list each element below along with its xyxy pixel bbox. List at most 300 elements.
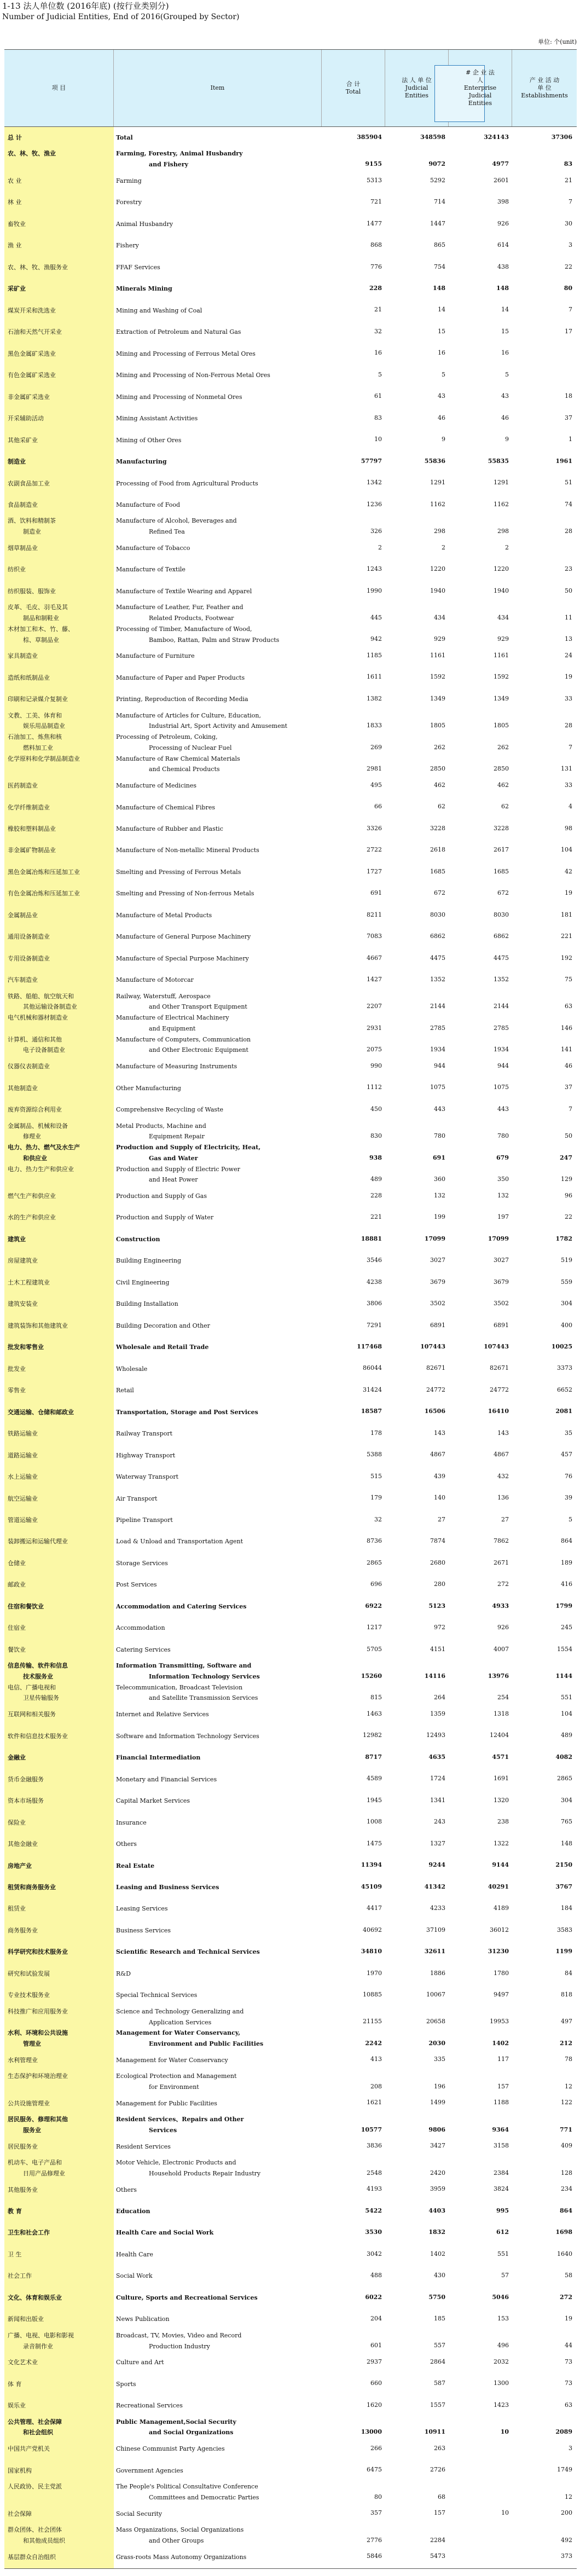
judicial-cell: 82671 xyxy=(426,1364,445,1372)
judicial-cell: 32611 xyxy=(424,1948,445,1955)
item-en-cell xyxy=(114,1423,322,1444)
item-en-cell xyxy=(114,1747,322,1768)
item-cn-text: 基层群众自治组织 xyxy=(8,2553,56,2561)
enterprise-cell: 9 xyxy=(505,436,509,443)
total-cell: 660 xyxy=(370,2380,382,2387)
item-cn-cell xyxy=(4,754,114,775)
total-cell: 2722 xyxy=(367,846,382,854)
table-row xyxy=(4,775,577,796)
item-en-text: Processing of Petroleum, Coking, xyxy=(116,733,218,741)
item-en-cell xyxy=(114,148,322,170)
item-en-text: Smelting and Pressing of Ferrous Metals xyxy=(116,868,241,876)
enterprise-cell: 432 xyxy=(497,1472,509,1480)
establishment-cell: 146 xyxy=(561,1024,572,1032)
total-cell: 18587 xyxy=(361,1408,382,1415)
item-cn-cell xyxy=(4,1402,114,1423)
total-cell: 357 xyxy=(370,2509,382,2517)
item-en-cell xyxy=(114,2460,322,2481)
item-cn-cell xyxy=(4,1012,114,1034)
item-en-text: Comprehensive Recycling of Waste xyxy=(116,1106,224,1114)
total-cell: 83 xyxy=(374,414,382,421)
table-row xyxy=(4,926,577,947)
item-en-cell xyxy=(114,1293,322,1315)
item-en-cell xyxy=(114,1984,322,2006)
establishment-cell: 33 xyxy=(565,694,572,702)
table-row xyxy=(4,386,577,408)
item-cn-cell xyxy=(4,1877,114,1898)
header-item-en: Item xyxy=(114,50,322,126)
item-cn-cell xyxy=(4,2374,114,2395)
enterprise-cell: 1780 xyxy=(494,1969,509,1977)
total-cell: 40692 xyxy=(363,1926,382,1934)
item-cn-text: 金属制品、机械和设备 xyxy=(8,1122,68,1130)
establishment-cell: 1199 xyxy=(555,1948,572,1955)
item-en-cell xyxy=(114,1078,322,1099)
item-cn-cell xyxy=(4,1380,114,1401)
judicial-cell: 196 xyxy=(434,2082,445,2090)
item-cn-text: 软件和信息技术服务业 xyxy=(8,1732,68,1740)
total-cell: 488 xyxy=(370,2272,382,2279)
establishment-cell: 50 xyxy=(565,1132,572,1140)
total-cell: 4589 xyxy=(367,1775,382,1782)
item-cn-text: 卫生和社会工作 xyxy=(8,2229,50,2237)
enterprise-cell: 350 xyxy=(497,1175,509,1183)
enterprise-cell xyxy=(449,2438,512,2459)
item-cn-cell xyxy=(4,1617,114,1639)
item-cn-text: 开采辅助活动 xyxy=(8,415,44,422)
item-en-text: and Satellite Transmission Services xyxy=(149,1694,258,1702)
item-cn-cell xyxy=(4,2265,114,2286)
item-en-cell xyxy=(114,473,322,494)
establishment-cell: 7 xyxy=(569,306,572,314)
enterprise-cell: 157 xyxy=(497,2082,509,2090)
item-en-text: Capital Market Services xyxy=(116,1797,190,1805)
table-row xyxy=(4,1164,577,1185)
enterprise-cell: 62 xyxy=(501,803,509,811)
item-cn-cell xyxy=(4,2395,114,2416)
establishment-cell: 30 xyxy=(565,219,572,227)
item-cn-cell xyxy=(4,1229,114,1250)
establishment-cell: 50 xyxy=(565,587,572,594)
item-cn-text: 水上运输业 xyxy=(8,1473,38,1481)
establishment-cell: 13 xyxy=(565,635,572,643)
judicial-cell: 557 xyxy=(434,2342,445,2349)
establishment-cell: 19 xyxy=(565,2315,572,2323)
item-en-cell xyxy=(114,2244,322,2265)
item-en-text: FFAF Services xyxy=(116,263,160,271)
total-cell: 4193 xyxy=(367,2185,382,2193)
enterprise-cell: 6891 xyxy=(494,1321,509,1329)
establishment-cell: 1961 xyxy=(555,457,572,465)
judicial-cell: 5 xyxy=(442,371,445,378)
establishment-cell: 73 xyxy=(565,2358,572,2366)
item-en-cell xyxy=(114,1445,322,1466)
judicial-cell: 443 xyxy=(434,1105,445,1113)
establishment-cell: 2865 xyxy=(557,1775,572,1782)
establishment-cell: 1782 xyxy=(555,1235,572,1242)
item-cn-text: 黑色金属矿采选业 xyxy=(8,350,56,357)
item-en-text: and Other Transport Equipment xyxy=(149,1003,247,1011)
item-en-text: Sports xyxy=(116,2380,136,2388)
establishment-cell: 400 xyxy=(561,1321,572,1329)
item-en-cell xyxy=(114,2417,322,2438)
judicial-cell: 4151 xyxy=(430,1645,445,1653)
judicial-cell: 1447 xyxy=(430,219,445,227)
total-cell: 7291 xyxy=(367,1321,382,1329)
judicial-cell: 865 xyxy=(434,241,445,249)
total-cell: 31424 xyxy=(363,1386,382,1393)
item-en-cell xyxy=(114,1553,322,1574)
item-cn-text: 日用产品修理业 xyxy=(23,2169,65,2177)
page-subtitle: Number of Judicial Entities, End of 2016(Grouped by Sector) xyxy=(2,13,240,21)
item-en-cell xyxy=(114,667,322,688)
table-row-category xyxy=(4,2201,577,2222)
enterprise-cell: 10 xyxy=(501,2509,509,2517)
judicial-cell: 1832 xyxy=(428,2228,445,2236)
enterprise-cell: 1940 xyxy=(494,587,509,594)
total-cell: 6922 xyxy=(365,1602,382,1610)
judicial-cell: 280 xyxy=(434,1581,445,1588)
establishment-cell: 83 xyxy=(564,160,572,167)
item-cn-cell xyxy=(4,2050,114,2071)
item-en-cell xyxy=(114,1682,322,1704)
item-en-text: Scientific Research and Technical Services xyxy=(116,1948,260,1956)
judicial-cell: 55836 xyxy=(424,457,445,465)
item-en-cell xyxy=(114,2179,322,2201)
total-cell: 3546 xyxy=(367,1257,382,1264)
item-cn-text: 国家机构 xyxy=(8,2467,32,2474)
item-en-text: Software and Information Technology Services xyxy=(116,1732,259,1740)
table-row xyxy=(4,667,577,688)
item-en-text: and Other Electronic Equipment xyxy=(149,1046,248,1054)
item-en-text: Manufacturing xyxy=(116,458,167,466)
item-cn-cell xyxy=(4,1142,114,1163)
item-cn-text: 餐饮业 xyxy=(8,1646,26,1653)
judicial-cell: 714 xyxy=(434,198,445,206)
item-cn-cell xyxy=(4,257,114,278)
establishment-cell: 21 xyxy=(565,176,572,184)
judicial-cell: 691 xyxy=(433,1154,445,1161)
item-en-text: Wholesale xyxy=(116,1365,148,1373)
judicial-cell: 9244 xyxy=(428,1861,445,1869)
item-en-text: Management for Public Facilities xyxy=(116,2099,217,2107)
total-cell: 1243 xyxy=(367,565,382,573)
establishment-cell: 96 xyxy=(565,1191,572,1199)
judicial-cell: 6891 xyxy=(430,1321,445,1329)
item-en-text: Environment and Public Facilities xyxy=(149,2040,264,2047)
item-cn-text: 卫星传输服务 xyxy=(23,1694,59,1702)
item-en-text: Ecological Protection and Management xyxy=(116,2073,237,2080)
item-en-cell xyxy=(114,581,322,602)
item-cn-text: 农、林、牧、渔服务业 xyxy=(8,263,68,271)
item-cn-text: 农 业 xyxy=(8,177,22,184)
item-en-text: Mining of Other Ores xyxy=(116,436,182,444)
table-row xyxy=(4,1898,577,1919)
item-cn-text: 房屋建筑业 xyxy=(8,1257,38,1265)
establishment-cell xyxy=(512,537,576,559)
item-en-text: Internet and Relative Services xyxy=(116,1711,209,1718)
item-en-text: Railway Transport xyxy=(116,1430,173,1438)
item-en-text: Farming xyxy=(116,177,142,184)
item-cn-cell xyxy=(4,321,114,343)
item-cn-text: 制造业 xyxy=(23,528,41,536)
establishment-cell: 73 xyxy=(565,2380,572,2387)
item-en-text: Manufacture of Measuring Instruments xyxy=(116,1063,237,1070)
judicial-cell: 4475 xyxy=(430,954,445,962)
item-cn-cell xyxy=(4,1423,114,1444)
item-en-text: Others xyxy=(116,2186,137,2193)
total-cell: 66 xyxy=(374,803,382,811)
item-en-text: and Equipment xyxy=(149,1024,196,1032)
judicial-cell: 439 xyxy=(434,1472,445,1480)
item-en-text: Smelting and Pressing of Non-ferrous Metals xyxy=(116,890,254,898)
judicial-cell: 41342 xyxy=(424,1883,445,1890)
total-cell: 178 xyxy=(370,1429,382,1437)
item-cn-text: 居民服务、修理和其他 xyxy=(8,2116,68,2123)
judicial-cell: 5123 xyxy=(428,1602,445,1610)
item-cn-cell xyxy=(4,1574,114,1595)
item-en-text: and Social Organizations xyxy=(149,2429,234,2436)
item-cn-cell xyxy=(4,1250,114,1271)
item-en-text: Mining and Washing of Coal xyxy=(116,306,202,314)
item-cn-cell xyxy=(4,2546,114,2568)
table-row-category xyxy=(4,148,577,170)
establishment-cell: 17 xyxy=(565,327,572,335)
enterprise-cell: 3158 xyxy=(494,2142,509,2150)
item-en-cell xyxy=(114,1056,322,1077)
item-cn-text: 化学原料和化学制品制造业 xyxy=(8,755,80,762)
judicial-cell: 780 xyxy=(434,1132,445,1140)
judicial-cell: 1349 xyxy=(430,694,445,702)
total-cell: 815 xyxy=(370,1694,382,1701)
item-cn-text: 农、林、牧、渔业 xyxy=(8,150,56,158)
table-row xyxy=(4,2438,577,2459)
item-en-text: Post Services xyxy=(116,1581,157,1589)
total-cell: 269 xyxy=(370,743,382,751)
total-cell: 5388 xyxy=(367,1451,382,1458)
item-cn-cell xyxy=(4,2093,114,2114)
enterprise-cell: 995 xyxy=(496,2207,509,2214)
total-cell: 32 xyxy=(374,1515,382,1523)
establishment-cell: 373 xyxy=(561,2552,572,2560)
item-cn-cell xyxy=(4,1445,114,1466)
establishment-cell: 46 xyxy=(565,1062,572,1069)
item-en-text: Manufacture of Food xyxy=(116,501,181,508)
enterprise-cell: 1162 xyxy=(494,500,509,508)
enterprise-cell: 3027 xyxy=(494,1257,509,1264)
item-cn-cell xyxy=(4,2503,114,2525)
item-en-cell xyxy=(114,1531,322,1552)
item-en-cell xyxy=(114,2352,322,2373)
item-cn-cell xyxy=(4,581,114,602)
item-cn-cell xyxy=(4,710,114,732)
item-cn-cell xyxy=(4,516,114,537)
item-en-cell xyxy=(114,364,322,386)
enterprise-cell: 1685 xyxy=(494,867,509,875)
enterprise-cell: 1075 xyxy=(494,1084,509,1091)
unit-label: 单位: 个(unit) xyxy=(538,38,577,45)
table-row xyxy=(4,645,577,667)
item-en-text: Mining and Processing of Nonmetal Ores xyxy=(116,393,242,401)
establishment-cell: 416 xyxy=(561,1581,572,1588)
judicial-cell: 1592 xyxy=(430,673,445,681)
total-cell: 2981 xyxy=(367,765,382,773)
total-cell: 3806 xyxy=(367,1300,382,1307)
judicial-cell: 1352 xyxy=(430,976,445,983)
table-row xyxy=(4,1423,577,1444)
item-en-text: Science and Technology Generalizing and xyxy=(116,2007,244,2015)
item-cn-text: 金属制品业 xyxy=(8,911,38,919)
item-cn-text: 零售业 xyxy=(8,1387,26,1394)
item-en-cell xyxy=(114,1250,322,1271)
judicial-cell: 1940 xyxy=(430,587,445,594)
item-cn-cell xyxy=(4,1164,114,1185)
enterprise-cell: 434 xyxy=(497,613,509,621)
item-cn-cell xyxy=(4,1488,114,1509)
enterprise-cell: 1805 xyxy=(494,722,509,730)
item-cn-cell xyxy=(4,1553,114,1574)
total-cell: 80 xyxy=(374,2493,382,2500)
table-row xyxy=(4,1682,577,1704)
total-cell: 776 xyxy=(370,263,382,270)
item-en-text: and Chemical Products xyxy=(149,766,220,773)
item-cn-cell xyxy=(4,1812,114,1833)
item-cn-text: 房地产业 xyxy=(8,1862,32,1869)
item-cn-text: 文化艺术业 xyxy=(8,2359,38,2366)
table-row xyxy=(4,1034,577,1056)
enterprise-cell: 5 xyxy=(505,371,509,378)
item-en-text: Forestry xyxy=(116,199,142,206)
table-row xyxy=(4,2460,577,2481)
total-cell: 5705 xyxy=(367,1645,382,1653)
table-row xyxy=(4,1790,577,1811)
item-en-text: Building Decoration and Other xyxy=(116,1322,210,1329)
item-cn-text: 医药制造业 xyxy=(8,782,38,790)
item-en-cell xyxy=(114,2050,322,2071)
establishment-cell: 12 xyxy=(565,2082,572,2090)
item-cn-cell xyxy=(4,883,114,904)
establishment-cell: 37 xyxy=(565,1084,572,1091)
judicial-cell: 43 xyxy=(438,392,445,400)
table-row xyxy=(4,1380,577,1401)
judicial-cell: 944 xyxy=(434,1062,445,1069)
item-en-text: Government Agencies xyxy=(116,2467,183,2474)
total-cell: 45109 xyxy=(361,1883,382,1890)
item-cn-text: 其他制造业 xyxy=(8,1084,38,1092)
table-row xyxy=(4,1833,577,1855)
enterprise-cell: 10 xyxy=(500,2428,509,2436)
establishment-cell: 12 xyxy=(565,2493,572,2500)
table-row xyxy=(4,581,577,602)
table-header xyxy=(4,49,577,127)
item-en-cell xyxy=(114,732,322,753)
table-row xyxy=(4,430,577,451)
item-en-text: Mining Assistant Activities xyxy=(116,415,198,422)
item-cn-text: 生态保护和环境治理业 xyxy=(8,2073,68,2080)
item-cn-text: 电力、热力生产和供应业 xyxy=(8,1165,74,1173)
item-cn-text: 住宿和餐饮业 xyxy=(8,1602,44,1610)
table-row xyxy=(4,2546,577,2568)
enterprise-cell: 929 xyxy=(497,635,509,643)
item-en-cell xyxy=(114,408,322,429)
establishment-cell: 3 xyxy=(569,2444,572,2452)
establishment-cell xyxy=(512,364,576,386)
judicial-cell: 14 xyxy=(438,306,445,314)
item-en-text: Resident Services、Repairs and Other xyxy=(116,2116,244,2123)
item-cn-cell xyxy=(4,926,114,947)
header-judicial: 法 人 单 位 Judicial Entities xyxy=(385,50,449,126)
item-en-text: Accommodation and Catering Services xyxy=(116,1602,247,1610)
establishment-cell: 22 xyxy=(565,263,572,270)
total-cell: 208 xyxy=(370,2082,382,2090)
enterprise-cell: 197 xyxy=(497,1213,509,1221)
item-cn-text: 教 育 xyxy=(8,2208,22,2215)
judicial-cell: 2030 xyxy=(428,2039,445,2047)
total-cell: 15260 xyxy=(361,1672,382,1680)
item-en-cell xyxy=(114,494,322,516)
establishment-cell: 3583 xyxy=(557,1926,572,1934)
establishment-cell: 76 xyxy=(565,1472,572,1480)
item-en-text: R&D xyxy=(116,1970,131,1977)
item-en-text: and Other Groups xyxy=(149,2537,204,2544)
judicial-cell: 1402 xyxy=(430,2250,445,2257)
establishment-cell: 35 xyxy=(565,1429,572,1437)
table-row xyxy=(4,797,577,818)
judicial-cell: 10911 xyxy=(424,2428,445,2436)
item-cn-text: 管道运输业 xyxy=(8,1516,38,1524)
item-cn-text: 信息传输、软件和信息 xyxy=(8,1662,68,1670)
total-cell: 9155 xyxy=(365,160,382,167)
item-en-text: Manufacture of Electrical Machinery xyxy=(116,1014,229,1022)
item-en-cell xyxy=(114,430,322,451)
item-cn-cell xyxy=(4,775,114,796)
item-cn-text: 其他采矿业 xyxy=(8,436,38,444)
total-cell: 1611 xyxy=(367,673,382,681)
item-cn-text: 文化、体育和娱乐业 xyxy=(8,2294,62,2301)
table-row xyxy=(4,1769,577,1790)
item-en-text: Gas and Water xyxy=(149,1154,198,1162)
table-row xyxy=(4,1293,577,1315)
establishment-cell: 189 xyxy=(561,1559,572,1566)
total-cell: 228 xyxy=(369,285,382,292)
enterprise-cell: 4867 xyxy=(494,1451,509,1458)
judicial-cell: 972 xyxy=(434,1624,445,1631)
item-en-cell xyxy=(114,926,322,947)
item-en-text: Related Products, Footwear xyxy=(149,615,234,622)
enterprise-cell: 55835 xyxy=(488,457,509,465)
item-cn-cell xyxy=(4,1531,114,1552)
item-cn-text: 电力、热力、燃气及水生产 xyxy=(8,1144,80,1151)
item-cn-text: 土木工程建筑业 xyxy=(8,1278,50,1286)
total-cell: 11394 xyxy=(361,1861,382,1869)
judicial-cell: 360 xyxy=(434,1175,445,1183)
judicial-cell: 2726 xyxy=(430,2466,445,2474)
judicial-cell: 1162 xyxy=(430,500,445,508)
judicial-cell: 68 xyxy=(438,2493,445,2500)
establishment-cell: 22 xyxy=(565,1213,572,1221)
item-cn-text: 机动车、电子产品和 xyxy=(8,2159,62,2167)
item-en-text: Processing of Timber, Manufacture of Wood, xyxy=(116,625,252,633)
item-en-text: Highway Transport xyxy=(116,1451,176,1459)
item-cn-cell xyxy=(4,559,114,580)
item-cn-cell xyxy=(4,948,114,969)
table-row xyxy=(4,321,577,343)
judicial-cell: 4867 xyxy=(430,1451,445,1458)
item-en-text: Insurance xyxy=(116,1819,147,1826)
judicial-cell: 9 xyxy=(442,436,445,443)
item-en-text: Building Installation xyxy=(116,1300,178,1308)
total-cell: 385904 xyxy=(357,133,382,141)
